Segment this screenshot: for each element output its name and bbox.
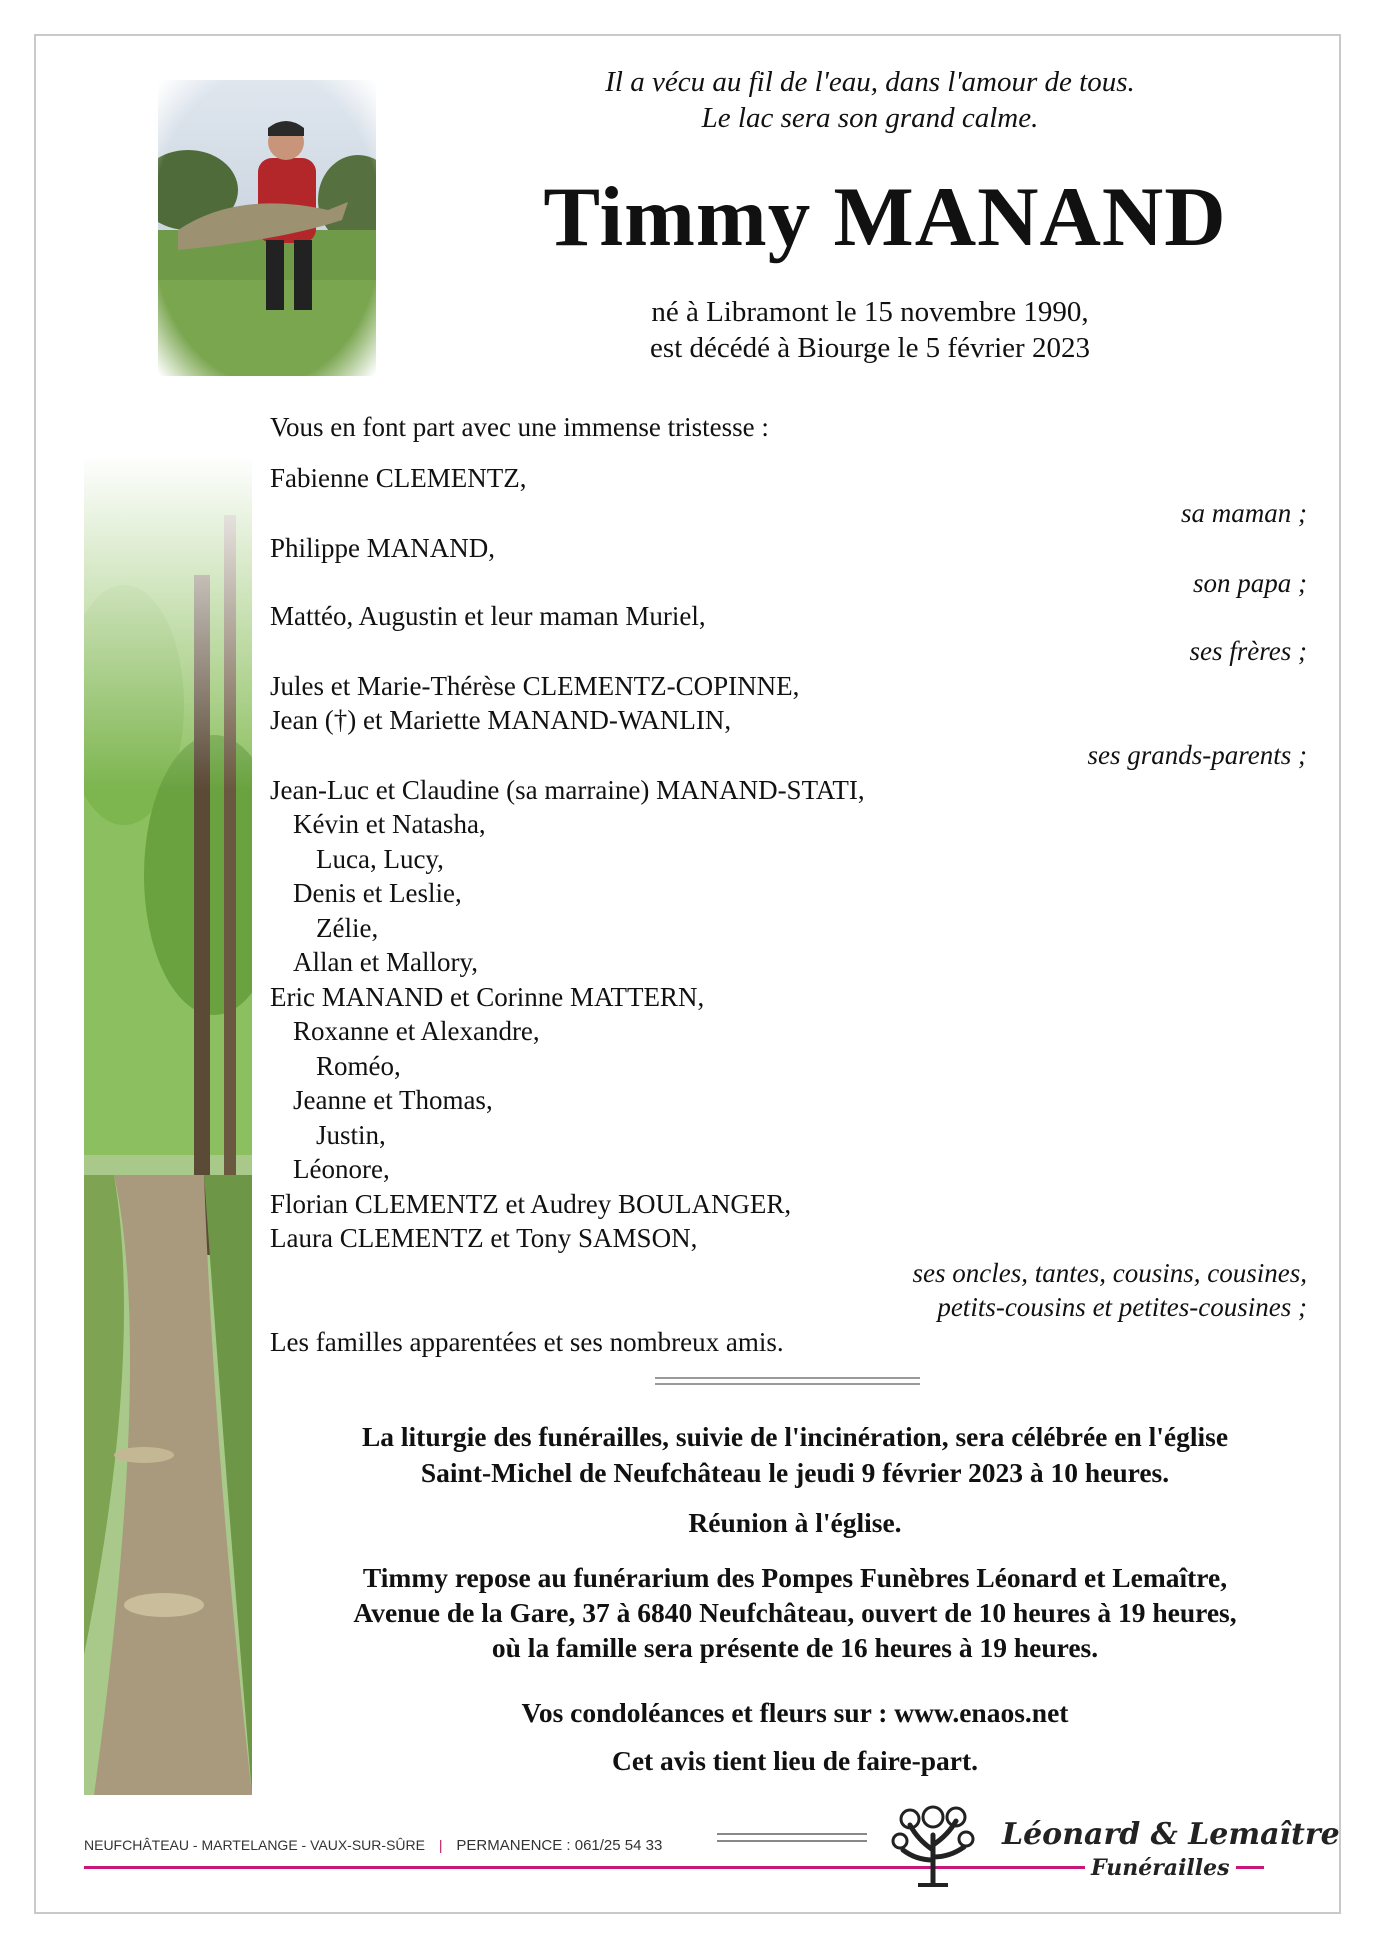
relation-label: sa maman ; xyxy=(1181,498,1307,528)
footer-permanence: PERMANENCE : 061/25 54 33 xyxy=(456,1837,663,1854)
relation-label: ses grands-parents ; xyxy=(1087,740,1307,770)
family-line: Léonore, xyxy=(293,1154,390,1184)
logo-double-line xyxy=(717,1833,867,1842)
ceremony-text: Timmy repose au funérarium des Pompes Funèbres Léonard et Lemaître, xyxy=(362,1562,1228,1593)
family-line: Fabienne CLEMENTZ, xyxy=(270,463,527,493)
footer-separator: | xyxy=(438,1837,443,1853)
family-line: Eric MANAND et Corinne MATTERN, xyxy=(270,982,705,1012)
ceremony-text: où la famille sera présente de 16 heures à 19 heures. xyxy=(491,1632,1099,1663)
ceremony-text: Réunion à l'église. xyxy=(688,1507,902,1538)
epitaph-line-1: Il a vécu au fil de l'eau, dans l'amour de tous. xyxy=(605,66,1135,98)
forest-path-image xyxy=(84,455,252,1795)
tree-logo-icon xyxy=(888,1805,978,1887)
ceremony-text: La liturgie des funérailles, suivie de l'incinération, sera célébrée en l'église xyxy=(361,1421,1229,1452)
family-line: Jules et Marie-Thérèse CLEMENTZ-COPINNE, xyxy=(270,671,800,701)
family-line: Roméo, xyxy=(316,1051,401,1081)
birth-line: né à Libramont le 15 novembre 1990, xyxy=(651,296,1089,328)
family-line: Jeanne et Thomas, xyxy=(293,1085,493,1115)
epitaph-line-2: Le lac sera son grand calme. xyxy=(701,102,1039,134)
family-line: Laura CLEMENTZ et Tony SAMSON, xyxy=(270,1223,698,1253)
relation-label: petits-cousins et petites-cousines ; xyxy=(937,1292,1307,1322)
portrait-photo xyxy=(158,80,376,376)
ceremony-text: Saint-Michel de Neufchâteau le jeudi 9 février 2023 à 10 heures. xyxy=(420,1457,1170,1488)
footer-locations: NEUFCHÂTEAU - MARTELANGE - VAUX-SUR-SÛRE xyxy=(84,1837,425,1853)
family-line: Florian CLEMENTZ et Audrey BOULANGER, xyxy=(270,1189,792,1219)
ceremony-text: Avenue de la Gare, 37 à 6840 Neufchâteau, ouvert de 10 heures à 19 heures, xyxy=(353,1597,1237,1628)
family-line: Justin, xyxy=(316,1120,386,1150)
family-line: Roxanne et Alexandre, xyxy=(293,1016,540,1046)
family-line: Denis et Leslie, xyxy=(293,878,462,908)
death-line: est décédé à Biourge le 5 février 2023 xyxy=(650,332,1090,364)
family-line: Jean-Luc et Claudine (sa marraine) MANAND-STATI, xyxy=(270,775,865,805)
relation-label: ses oncles, tantes, cousins, cousines, xyxy=(912,1258,1307,1288)
intro-text: Vous en font part avec une immense tristesse : xyxy=(270,412,769,442)
family-line: Zélie, xyxy=(316,913,379,943)
family-line: Philippe MANAND, xyxy=(270,533,496,563)
family-line: Allan et Mallory, xyxy=(293,947,478,977)
footer-info xyxy=(84,1837,662,1854)
family-line: Jean (†) et Mariette MANAND-WANLIN, xyxy=(270,705,732,735)
family-line: Les familles apparentées et ses nombreux amis. xyxy=(270,1327,784,1357)
condolences-text: Vos condoléances et fleurs sur : www.enaos.net xyxy=(521,1697,1069,1728)
company-name: Léonard & Lemaître xyxy=(1002,1817,1340,1852)
family-line: Luca, Lucy, xyxy=(316,844,444,874)
notice-text: Cet avis tient lieu de faire-part. xyxy=(611,1745,979,1776)
relation-label: ses frères ; xyxy=(1189,636,1307,666)
divider xyxy=(655,1377,920,1385)
relation-label: son papa ; xyxy=(1193,568,1307,598)
family-line: Mattéo, Augustin et leur maman Muriel, xyxy=(270,601,706,631)
deceased-name: Timmy MANAND xyxy=(543,170,1227,264)
family-line: Kévin et Natasha, xyxy=(293,809,486,839)
company-subtitle: Funérailles xyxy=(1085,1855,1236,1881)
